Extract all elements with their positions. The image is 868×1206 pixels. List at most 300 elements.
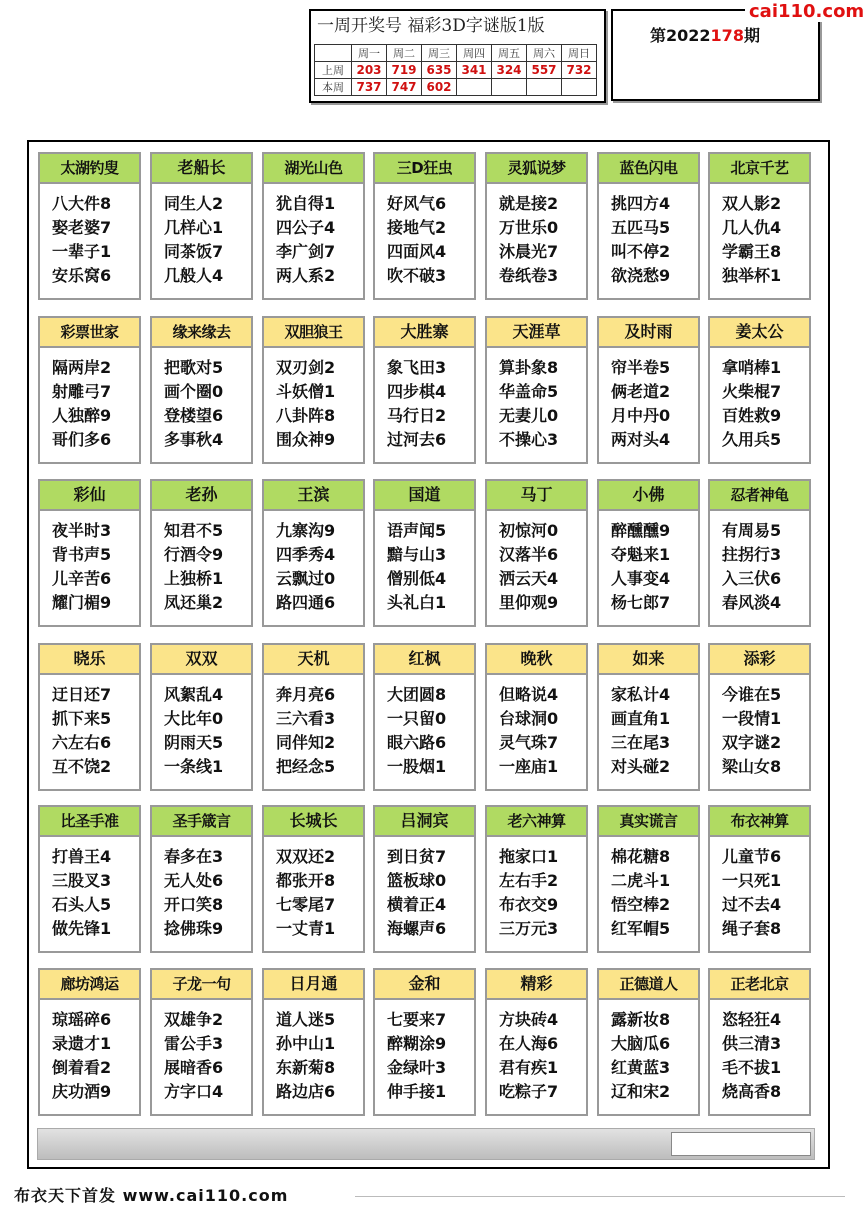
puzzle-card xyxy=(485,643,588,791)
puzzle-line: 同生人2 xyxy=(164,194,224,213)
puzzle-card xyxy=(485,805,588,953)
card-title: 姜太公 xyxy=(710,318,809,348)
puzzle-line: 四面风4 xyxy=(387,242,447,261)
puzzle-line: 八卦阵8 xyxy=(276,406,336,425)
puzzle-line: 象飞田3 xyxy=(387,358,447,377)
puzzle-line: 恣轻狂4 xyxy=(722,1010,782,1029)
card-items xyxy=(611,356,670,452)
puzzle-line: 杨七郎7 xyxy=(611,593,671,612)
puzzle-card xyxy=(150,479,253,627)
puzzle-line: 都张开8 xyxy=(276,871,336,890)
puzzle-line: 君有疾1 xyxy=(499,1058,559,1077)
puzzle-line: 火柴棍7 xyxy=(722,382,782,401)
puzzle-line: 一条线1 xyxy=(164,757,224,776)
card-title: 比圣手准 xyxy=(40,807,139,837)
puzzle-card xyxy=(150,152,253,300)
puzzle-line: 东新菊8 xyxy=(276,1058,336,1077)
puzzle-line: 四步棋4 xyxy=(387,382,447,401)
footer-text: 布衣天下首发 www.cai110.com xyxy=(14,1186,289,1205)
card-items xyxy=(387,519,446,615)
puzzle-line: 一只死1 xyxy=(722,871,782,890)
puzzle-line: 孙中山1 xyxy=(276,1034,336,1053)
draw-number xyxy=(492,79,527,96)
card-title: 布衣神算 xyxy=(710,807,809,837)
card-items xyxy=(499,519,558,615)
puzzle-line: 洒云天4 xyxy=(499,569,559,588)
puzzle-line: 棉花糖8 xyxy=(611,847,671,866)
card-title: 老六神算 xyxy=(487,807,586,837)
issue-number-value: 178 xyxy=(710,26,744,45)
draw-number xyxy=(562,79,597,96)
puzzle-line: 大比年0 xyxy=(164,709,224,728)
puzzle-line: 画直角1 xyxy=(611,709,671,728)
puzzle-line: 六左右6 xyxy=(52,733,112,752)
card-title: 国道 xyxy=(375,481,474,511)
puzzle-line: 学霸王8 xyxy=(722,242,782,261)
puzzle-line: 醉醺醺9 xyxy=(611,521,671,540)
puzzle-line: 方字口4 xyxy=(164,1082,224,1101)
puzzle-line: 七零尾7 xyxy=(276,895,336,914)
puzzle-line: 把经念5 xyxy=(276,757,336,776)
card-title: 红枫 xyxy=(375,645,474,675)
footer-divider xyxy=(355,1196,845,1197)
puzzle-line: 夜半时3 xyxy=(52,521,112,540)
puzzle-line: 九寨沟9 xyxy=(276,521,336,540)
puzzle-card xyxy=(708,316,811,464)
puzzle-line: 今谁在5 xyxy=(722,685,782,704)
card-items xyxy=(164,356,223,452)
card-title: 天机 xyxy=(264,645,363,675)
card-title: 吕洞宾 xyxy=(375,807,474,837)
puzzle-line: 双字谜2 xyxy=(722,733,782,752)
card-items xyxy=(387,845,446,941)
card-items xyxy=(611,1008,670,1104)
puzzle-line: 春多在3 xyxy=(164,847,224,866)
puzzle-line: 但略说4 xyxy=(499,685,559,704)
puzzle-card xyxy=(485,316,588,464)
corner-cell xyxy=(315,45,352,62)
puzzle-card xyxy=(38,479,141,627)
puzzle-line: 欲浇愁9 xyxy=(611,266,671,285)
puzzle-line: 凤还巢2 xyxy=(164,593,224,612)
puzzle-card xyxy=(485,152,588,300)
puzzle-line: 道人迷5 xyxy=(276,1010,336,1029)
puzzle-line: 四季秀4 xyxy=(276,545,336,564)
days-row xyxy=(315,45,597,62)
card-items xyxy=(499,356,558,452)
day-header: 周五 xyxy=(492,45,527,62)
puzzle-card xyxy=(38,152,141,300)
puzzle-line: 过不去4 xyxy=(722,895,782,914)
card-title: 子龙一句 xyxy=(152,970,251,1000)
puzzle-line: 双双还2 xyxy=(276,847,336,866)
puzzle-line: 奔月亮6 xyxy=(276,685,336,704)
puzzle-line: 对头碰2 xyxy=(611,757,671,776)
puzzle-line: 儿童节6 xyxy=(722,847,782,866)
card-items xyxy=(387,683,446,779)
puzzle-line: 双雄争2 xyxy=(164,1010,224,1029)
puzzle-line: 不操心3 xyxy=(499,430,559,449)
puzzle-line: 同茶饭7 xyxy=(164,242,224,261)
card-items xyxy=(276,845,335,941)
puzzle-line: 七要来7 xyxy=(387,1010,447,1029)
puzzle-line: 围众神9 xyxy=(276,430,336,449)
puzzle-line: 路四通6 xyxy=(276,593,336,612)
issue-number xyxy=(650,23,760,46)
puzzle-line: 阴雨天5 xyxy=(164,733,224,752)
day-header: 周六 xyxy=(527,45,562,62)
puzzle-line: 挑四方4 xyxy=(611,194,671,213)
card-items xyxy=(276,519,335,615)
puzzle-line: 方块砖4 xyxy=(499,1010,559,1029)
puzzle-line: 几样心1 xyxy=(164,218,224,237)
puzzle-line: 供三清3 xyxy=(722,1034,782,1053)
card-items xyxy=(52,192,111,288)
card-items xyxy=(387,192,446,288)
puzzle-line: 俩老道2 xyxy=(611,382,671,401)
card-title: 金和 xyxy=(375,970,474,1000)
puzzle-line: 就是接2 xyxy=(499,194,559,213)
puzzle-card xyxy=(38,805,141,953)
puzzle-line: 上独桥1 xyxy=(164,569,224,588)
card-title: 北京千艺 xyxy=(710,154,809,184)
draw-number: 203 xyxy=(352,62,387,79)
puzzle-line: 展暗香6 xyxy=(164,1058,224,1077)
puzzle-line: 悟空棒2 xyxy=(611,895,671,914)
puzzle-line: 横着正4 xyxy=(387,895,447,914)
puzzle-line: 头礼白1 xyxy=(387,593,447,612)
puzzle-line: 安乐窝6 xyxy=(52,266,112,285)
puzzle-line: 春风淡4 xyxy=(722,593,782,612)
puzzle-line: 眼六路6 xyxy=(387,733,447,752)
card-title: 王滨 xyxy=(264,481,363,511)
card-items xyxy=(52,1008,111,1104)
puzzle-line: 在人海6 xyxy=(499,1034,559,1053)
puzzle-line: 两对头4 xyxy=(611,430,671,449)
puzzle-card xyxy=(373,968,476,1116)
puzzle-line: 石头人5 xyxy=(52,895,112,914)
puzzle-line: 儿辛苦6 xyxy=(52,569,112,588)
draw-number: 341 xyxy=(457,62,492,79)
day-header: 周日 xyxy=(562,45,597,62)
puzzle-line: 有周易5 xyxy=(722,521,782,540)
card-items xyxy=(722,356,781,452)
puzzle-line: 哥们多6 xyxy=(52,430,112,449)
row-label: 本周 xyxy=(315,79,352,96)
puzzle-line: 好风气6 xyxy=(387,194,447,213)
puzzle-line: 久用兵5 xyxy=(722,430,782,449)
card-items xyxy=(722,845,781,941)
card-title: 蓝色闪电 xyxy=(599,154,698,184)
puzzle-line: 辽和宋2 xyxy=(611,1082,671,1101)
puzzle-line: 三股叉3 xyxy=(52,871,112,890)
puzzle-card xyxy=(38,968,141,1116)
puzzle-line: 双刃剑2 xyxy=(276,358,336,377)
puzzle-line: 三在尾3 xyxy=(611,733,671,752)
puzzle-line: 布衣交9 xyxy=(499,895,559,914)
puzzle-line: 雷公手3 xyxy=(164,1034,224,1053)
puzzle-line: 大团圆8 xyxy=(387,685,447,704)
card-items xyxy=(276,356,335,452)
puzzle-line: 语声闻5 xyxy=(387,521,447,540)
card-items xyxy=(387,1008,446,1104)
draw-number: 732 xyxy=(562,62,597,79)
card-title: 双双 xyxy=(152,645,251,675)
puzzle-line: 云飘过0 xyxy=(276,569,336,588)
puzzle-card xyxy=(708,805,811,953)
puzzle-card xyxy=(373,479,476,627)
puzzle-line: 一辈子1 xyxy=(52,242,112,261)
puzzle-card xyxy=(597,643,700,791)
puzzle-line: 录遗才1 xyxy=(52,1034,112,1053)
card-items xyxy=(52,845,111,941)
card-items xyxy=(499,683,558,779)
bottom-bar-box xyxy=(671,1132,811,1156)
puzzle-line: 捻佛珠9 xyxy=(164,919,224,938)
puzzle-line: 灵气珠7 xyxy=(499,733,559,752)
puzzle-line: 同伴知2 xyxy=(276,733,336,752)
puzzle-line: 四公子4 xyxy=(276,218,336,237)
puzzle-card xyxy=(38,643,141,791)
card-title: 精彩 xyxy=(487,970,586,1000)
card-title: 三D狂虫 xyxy=(375,154,474,184)
card-title: 湖光山色 xyxy=(264,154,363,184)
puzzle-card xyxy=(373,643,476,791)
puzzle-line: 打兽王4 xyxy=(52,847,112,866)
puzzle-line: 画个圈0 xyxy=(164,382,224,401)
puzzle-line: 黯与山3 xyxy=(387,545,447,564)
puzzle-line: 知君不5 xyxy=(164,521,224,540)
bottom-bar xyxy=(37,1128,815,1160)
card-items xyxy=(722,1008,781,1104)
card-items xyxy=(276,683,335,779)
puzzle-line: 里仰观9 xyxy=(499,593,559,612)
puzzle-card xyxy=(38,316,141,464)
puzzle-line: 烧高香8 xyxy=(722,1082,782,1101)
card-items xyxy=(611,519,670,615)
puzzle-line: 射雕弓7 xyxy=(52,382,112,401)
puzzle-line: 一只留0 xyxy=(387,709,447,728)
puzzle-line: 五匹马5 xyxy=(611,218,671,237)
card-items xyxy=(499,192,558,288)
site-watermark: cai110.com xyxy=(745,1,868,22)
puzzle-line: 算卦象8 xyxy=(499,358,559,377)
card-items xyxy=(52,356,111,452)
card-items xyxy=(611,683,670,779)
puzzle-line: 沐晨光7 xyxy=(499,242,559,261)
puzzle-card xyxy=(708,152,811,300)
card-title: 添彩 xyxy=(710,645,809,675)
puzzle-line: 红黄蓝3 xyxy=(611,1058,671,1077)
puzzle-line: 耀门楣9 xyxy=(52,593,112,612)
puzzle-line: 背书声5 xyxy=(52,545,112,564)
puzzle-line: 过河去6 xyxy=(387,430,447,449)
puzzle-card xyxy=(597,316,700,464)
puzzle-card xyxy=(262,805,365,953)
card-items xyxy=(164,845,223,941)
day-header: 周四 xyxy=(457,45,492,62)
draw-number: 557 xyxy=(527,62,562,79)
puzzle-line: 初惊河0 xyxy=(499,521,559,540)
puzzle-card xyxy=(373,805,476,953)
card-title: 彩票世家 xyxy=(40,318,139,348)
puzzle-line: 琼瑶碎6 xyxy=(52,1010,112,1029)
puzzle-line: 帘半卷5 xyxy=(611,358,671,377)
draw-number: 719 xyxy=(387,62,422,79)
puzzle-line: 庆功酒9 xyxy=(52,1082,112,1101)
puzzle-line: 开口笑8 xyxy=(164,895,224,914)
puzzle-line: 入三伏6 xyxy=(722,569,782,588)
puzzle-line: 一段情1 xyxy=(722,709,782,728)
puzzle-card xyxy=(597,152,700,300)
card-title: 及时雨 xyxy=(599,318,698,348)
weekly-results-grid xyxy=(314,44,597,96)
puzzle-card xyxy=(485,479,588,627)
puzzle-card xyxy=(150,968,253,1116)
card-items xyxy=(164,519,223,615)
card-items xyxy=(499,1008,558,1104)
puzzle-line: 互不饶2 xyxy=(52,757,112,776)
card-items xyxy=(164,192,223,288)
puzzle-card xyxy=(262,316,365,464)
puzzle-card xyxy=(373,152,476,300)
puzzle-line: 金绿叶3 xyxy=(387,1058,447,1077)
last-week-row xyxy=(315,62,597,79)
draw-number: 635 xyxy=(422,62,457,79)
puzzle-line: 梁山女8 xyxy=(722,757,782,776)
card-title: 老船长 xyxy=(152,154,251,184)
puzzle-card xyxy=(262,643,365,791)
card-title: 正老北京 xyxy=(710,970,809,1000)
puzzle-line: 二虎斗1 xyxy=(611,871,671,890)
card-items xyxy=(722,519,781,615)
puzzle-line: 拖家口1 xyxy=(499,847,559,866)
day-header: 周三 xyxy=(422,45,457,62)
puzzle-line: 毛不拔1 xyxy=(722,1058,782,1077)
puzzle-line: 几般人4 xyxy=(164,266,224,285)
puzzle-card xyxy=(262,479,365,627)
puzzle-line: 僧别低4 xyxy=(387,569,447,588)
card-title: 彩仙 xyxy=(40,481,139,511)
puzzle-line: 绳子套8 xyxy=(722,919,782,938)
this-week-row xyxy=(315,79,597,96)
puzzle-line: 拿哨棒1 xyxy=(722,358,782,377)
puzzle-line: 篮板球0 xyxy=(387,871,447,890)
card-items xyxy=(164,683,223,779)
puzzle-line: 海螺声6 xyxy=(387,919,447,938)
puzzle-line: 接地气2 xyxy=(387,218,447,237)
puzzle-line: 汉落半6 xyxy=(499,545,559,564)
puzzle-line: 斗妖僧1 xyxy=(276,382,336,401)
puzzle-line: 一丈青1 xyxy=(276,919,336,938)
puzzle-line: 吹不破3 xyxy=(387,266,447,285)
puzzle-card xyxy=(262,152,365,300)
puzzle-line: 三六看3 xyxy=(276,709,336,728)
puzzle-line: 拄拐行3 xyxy=(722,545,782,564)
puzzle-line: 伸手接1 xyxy=(387,1082,447,1101)
card-items xyxy=(52,519,111,615)
issue-prefix: 第2022 xyxy=(650,26,711,45)
puzzle-line: 一座庙1 xyxy=(499,757,559,776)
puzzle-card xyxy=(597,968,700,1116)
puzzle-line: 华盖命5 xyxy=(499,382,559,401)
puzzle-card xyxy=(150,316,253,464)
puzzle-line: 犹自得1 xyxy=(276,194,336,213)
puzzle-line: 马行日2 xyxy=(387,406,447,425)
puzzle-line: 到日贫7 xyxy=(387,847,447,866)
card-title: 真实谎言 xyxy=(599,807,698,837)
puzzle-card xyxy=(150,643,253,791)
puzzle-line: 把歌对5 xyxy=(164,358,224,377)
puzzle-line: 多事秋4 xyxy=(164,430,224,449)
puzzle-card xyxy=(262,968,365,1116)
puzzle-line: 夺魁来1 xyxy=(611,545,671,564)
card-items xyxy=(611,845,670,941)
puzzle-line: 大脑瓜6 xyxy=(611,1034,671,1053)
day-header: 周二 xyxy=(387,45,422,62)
draw-number: 747 xyxy=(387,79,422,96)
puzzle-line: 登楼望6 xyxy=(164,406,224,425)
puzzle-grid xyxy=(27,140,830,1169)
issue-suffix: 期 xyxy=(743,26,760,45)
card-title: 日月通 xyxy=(264,970,363,1000)
puzzle-line: 家私计4 xyxy=(611,685,671,704)
puzzle-line: 行酒令9 xyxy=(164,545,224,564)
puzzle-line: 两人系2 xyxy=(276,266,336,285)
card-title: 老孙 xyxy=(152,481,251,511)
card-items xyxy=(499,845,558,941)
puzzle-line: 迂日还7 xyxy=(52,685,112,704)
issue-panel xyxy=(611,9,820,101)
row-label: 上周 xyxy=(315,62,352,79)
puzzle-line: 几人仇4 xyxy=(722,218,782,237)
card-title: 大胜寨 xyxy=(375,318,474,348)
puzzle-line: 红军帽5 xyxy=(611,919,671,938)
card-title: 晓乐 xyxy=(40,645,139,675)
card-title: 晚秋 xyxy=(487,645,586,675)
card-title: 灵狐说梦 xyxy=(487,154,586,184)
puzzle-line: 三万元3 xyxy=(499,919,559,938)
puzzle-card xyxy=(708,479,811,627)
puzzle-card xyxy=(597,805,700,953)
puzzle-line: 人事变4 xyxy=(611,569,671,588)
card-title: 天涯草 xyxy=(487,318,586,348)
weekly-results-title: 一周开奖号 福彩3D字谜版1版 xyxy=(317,16,545,36)
card-title: 圣手箴言 xyxy=(152,807,251,837)
puzzle-line: 风絮乱4 xyxy=(164,685,224,704)
card-title: 廊坊鸿运 xyxy=(40,970,139,1000)
card-title: 马丁 xyxy=(487,481,586,511)
card-items xyxy=(387,356,446,452)
puzzle-line: 左右手2 xyxy=(499,871,559,890)
puzzle-line: 独举杯1 xyxy=(722,266,782,285)
puzzle-line: 卷纸卷3 xyxy=(499,266,559,285)
card-items xyxy=(52,683,111,779)
card-title: 长城长 xyxy=(264,807,363,837)
card-title: 忍者神龟 xyxy=(710,481,809,511)
card-title: 缘来缘去 xyxy=(152,318,251,348)
puzzle-card xyxy=(708,643,811,791)
puzzle-line: 月中丹0 xyxy=(611,406,671,425)
puzzle-line: 百姓救9 xyxy=(722,406,782,425)
card-title: 正德道人 xyxy=(599,970,698,1000)
puzzle-line: 李广剑7 xyxy=(276,242,336,261)
puzzle-line: 抓下来5 xyxy=(52,709,112,728)
puzzle-line: 一股烟1 xyxy=(387,757,447,776)
puzzle-card xyxy=(597,479,700,627)
puzzle-card xyxy=(708,968,811,1116)
puzzle-card xyxy=(150,805,253,953)
